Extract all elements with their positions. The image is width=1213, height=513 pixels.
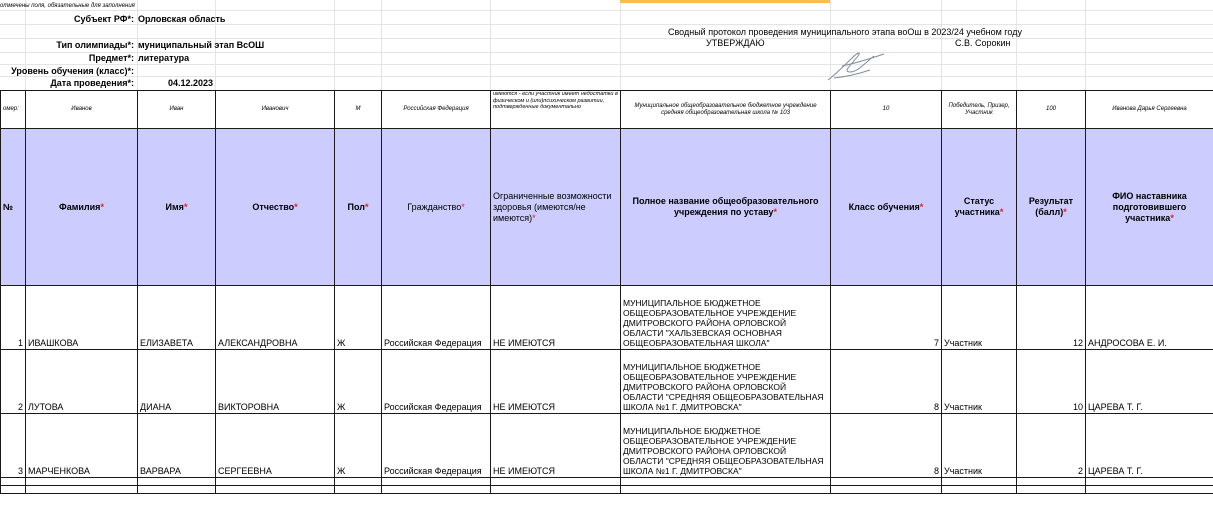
- cell-gender[interactable]: Ж: [335, 414, 382, 478]
- empty-cell[interactable]: [831, 486, 942, 494]
- required-mark: *: [1170, 212, 1174, 223]
- empty-cell[interactable]: [491, 486, 621, 494]
- empty-row: [1, 478, 1213, 486]
- example-cell[interactable]: Иванов: [26, 91, 138, 129]
- header-label: Пол: [347, 201, 365, 212]
- example-cell[interactable]: имеются - если участник имеет недостатки в физическом и (или)психическом развитии, подтвержденные документально: [491, 91, 621, 129]
- cell-patronymic[interactable]: АЛЕКСАНДРОВНА: [216, 286, 335, 350]
- cell-first-name[interactable]: ДИАНА: [138, 350, 216, 414]
- cell-disabilities[interactable]: НЕ ИМЕЮТСЯ: [491, 286, 621, 350]
- subject-name-label: Предмет*:: [88, 53, 134, 63]
- olympiad-type-label: Тип олимпиады*:: [56, 40, 134, 50]
- cell-first-name[interactable]: ВАРВАРА: [138, 414, 216, 478]
- subject-value[interactable]: Орловская область: [138, 14, 226, 24]
- empty-cell[interactable]: [1086, 486, 1213, 494]
- empty-cell[interactable]: [216, 486, 335, 494]
- header-label: Статус участника: [954, 196, 1000, 217]
- header-label: Класс обучения: [848, 201, 920, 212]
- col-header-citizenship[interactable]: [382, 129, 491, 286]
- example-row: [1, 91, 1213, 129]
- participants-table: [0, 90, 1213, 494]
- cell-result[interactable]: 10: [1017, 350, 1086, 414]
- cell-status[interactable]: Участник: [942, 286, 1017, 350]
- required-mark: *: [532, 212, 536, 223]
- date-value[interactable]: 04.12.2023: [168, 78, 214, 88]
- cell-status[interactable]: Участник: [942, 414, 1017, 478]
- required-mark: *: [100, 201, 104, 212]
- cell-number[interactable]: 3: [1, 414, 26, 478]
- grid-line: [0, 76, 1213, 77]
- approver-name: С.В. Сорокин: [955, 38, 1011, 48]
- table-row: [1, 350, 1213, 414]
- header-label: Имя: [165, 201, 184, 212]
- cell-result[interactable]: 12: [1017, 286, 1086, 350]
- cell-mentor[interactable]: АНДРОСОВА Е. И.: [1086, 286, 1213, 350]
- column-header-row: [1, 129, 1213, 286]
- cell-school[interactable]: МУНИЦИПАЛЬНОЕ БЮДЖЕТНОЕ ОБЩЕОБРАЗОВАТЕЛЬНОЕ УЧРЕЖДЕНИЕ ДМИТРОВСКОГО РАЙОНА ОРЛОВСКОЙ ОБЛАСТИ "СРЕДНЯЯ ОБЩЕОБРАЗОВАТЕЛЬНАЯ ШКОЛА №1 Г. ДМИТРОВСКА": [621, 414, 831, 478]
- empty-cell[interactable]: [1, 486, 26, 494]
- cell-grade[interactable]: 8: [831, 350, 942, 414]
- empty-cell[interactable]: [138, 478, 216, 486]
- cell-last-name[interactable]: МАРЧЕНКОВА: [26, 414, 138, 478]
- approve-label: УТВЕРЖДАЮ: [706, 38, 765, 48]
- col-header-mentor[interactable]: [1086, 129, 1213, 286]
- col-header-patronymic[interactable]: [216, 129, 335, 286]
- empty-cell[interactable]: [335, 478, 382, 486]
- subject-label: Субъект РФ*:: [74, 14, 134, 24]
- example-cell[interactable]: 10: [831, 91, 942, 129]
- cell-disabilities[interactable]: НЕ ИМЕЮТСЯ: [491, 414, 621, 478]
- example-cell[interactable]: 100: [1017, 91, 1086, 129]
- table-row: [1, 414, 1213, 478]
- cell-number[interactable]: 1: [1, 286, 26, 350]
- col-header-last-name[interactable]: [26, 129, 138, 286]
- protocol-title: Сводный протокол проведения муниципального этапа воОш в 2023/24 учебном году: [668, 27, 1022, 37]
- cell-citizenship[interactable]: Российская Федерация: [382, 350, 491, 414]
- required-mark: *: [1063, 207, 1067, 217]
- header-label: Ограниченные возможности здоровья (имеются/не имеются): [493, 190, 612, 223]
- subject-name-value[interactable]: литература: [138, 53, 190, 63]
- col-header-gender[interactable]: [335, 129, 382, 286]
- cell-patronymic[interactable]: СЕРГЕЕВНА: [216, 414, 335, 478]
- empty-cell[interactable]: [1017, 478, 1086, 486]
- required-mark: *: [773, 207, 777, 217]
- header-label: ФИО наставника подготовившего участника: [1112, 190, 1187, 223]
- cell-result[interactable]: 2: [1017, 414, 1086, 478]
- example-cell[interactable]: Иванова Дарья Сергеевна: [1086, 91, 1213, 129]
- required-mark: *: [999, 207, 1004, 217]
- cell-status[interactable]: Участник: [942, 350, 1017, 414]
- empty-cell[interactable]: [1, 478, 26, 486]
- cell-school[interactable]: МУНИЦИПАЛЬНОЕ БЮДЖЕТНОЕ ОБЩЕОБРАЗОВАТЕЛЬНОЕ УЧРЕЖДЕНИЕ ДМИТРОВСКОГО РАЙОНА ОРЛОВСКОЙ ОБЛАСТИ "СРЕДНЯЯ ОБЩЕОБРАЗОВАТЕЛЬНАЯ ШКОЛА №1 Г. ДМИТРОВСКА": [621, 350, 831, 414]
- required-mark: *: [183, 201, 188, 212]
- header-label: Результат (балл): [1028, 196, 1074, 217]
- empty-row: [1, 486, 1213, 494]
- col-header-status[interactable]: [942, 129, 1017, 286]
- cell-citizenship[interactable]: Российская Федерация: [382, 286, 491, 350]
- date-label: Дата проведения*:: [50, 78, 134, 88]
- example-cell[interactable]: М: [335, 91, 382, 129]
- empty-cell[interactable]: [335, 486, 382, 494]
- empty-cell[interactable]: [138, 486, 216, 494]
- empty-cell[interactable]: [621, 486, 831, 494]
- example-cell[interactable]: Иван: [138, 91, 216, 129]
- cell-last-name[interactable]: ИВАШКОВА: [26, 286, 138, 350]
- cell-grade[interactable]: 8: [831, 414, 942, 478]
- table-row: [1, 286, 1213, 350]
- required-fields-note: отмечены поля, обязательные для заполнения: [0, 3, 135, 9]
- level-label: Уровень обучения (класс)*:: [11, 66, 134, 76]
- col-header-number[interactable]: [1, 129, 26, 286]
- signature-image: [822, 44, 888, 84]
- example-cell[interactable]: Муниципальное общеобразовательное бюджетное учреждение средняя общеобразовательная школа № 103: [621, 91, 831, 129]
- example-cell[interactable]: омер:: [1, 91, 26, 129]
- empty-cell[interactable]: [216, 478, 335, 486]
- empty-cell[interactable]: [621, 478, 831, 486]
- header-label: Отчество: [252, 201, 295, 212]
- cell-school[interactable]: МУНИЦИПАЛЬНОЕ БЮДЖЕТНОЕ ОБЩЕОБРАЗОВАТЕЛЬНОЕ УЧРЕЖДЕНИЕ ДМИТРОВСКОГО РАЙОНА ОРЛОВСКОЙ ОБЛАСТИ "ХАЛЬЗЕВСКАЯ ОСНОВНАЯ ОБЩЕОБРАЗОВАТЕЛЬНАЯ ШКОЛА": [621, 286, 831, 350]
- header-label: Фамилия: [59, 201, 101, 212]
- col-header-result[interactable]: [1017, 129, 1086, 286]
- olympiad-type-value[interactable]: муниципальный этап ВсОШ: [138, 40, 265, 50]
- col-header-grade[interactable]: [831, 129, 942, 286]
- empty-cell[interactable]: [942, 486, 1017, 494]
- grid-line: [0, 10, 1213, 11]
- header-label: Гражданство: [407, 201, 462, 212]
- col-header-disabilities[interactable]: [491, 129, 621, 286]
- cell-gender[interactable]: Ж: [335, 350, 382, 414]
- cell-first-name[interactable]: ЕЛИЗАВЕТА: [138, 286, 216, 350]
- empty-cell[interactable]: [26, 486, 138, 494]
- grid-line: [0, 38, 1213, 39]
- cell-grade[interactable]: 7: [831, 286, 942, 350]
- cell-gender[interactable]: Ж: [335, 286, 382, 350]
- cell-mentor[interactable]: ЦАРЕВА Т. Г.: [1086, 414, 1213, 478]
- required-mark: *: [294, 201, 298, 212]
- required-mark: *: [364, 201, 369, 212]
- example-cell[interactable]: Победитель, Призер, Участник: [942, 91, 1017, 129]
- empty-cell[interactable]: [942, 478, 1017, 486]
- empty-cell[interactable]: [382, 478, 491, 486]
- empty-cell[interactable]: [491, 478, 621, 486]
- header-label: №: [3, 201, 14, 212]
- cell-citizenship[interactable]: Российская Федерация: [382, 414, 491, 478]
- cell-disabilities[interactable]: НЕ ИМЕЮТСЯ: [491, 350, 621, 414]
- empty-cell[interactable]: [831, 478, 942, 486]
- col-header-school[interactable]: [621, 129, 831, 286]
- cell-number[interactable]: 2: [1, 350, 26, 414]
- empty-cell[interactable]: [382, 486, 491, 494]
- grid-line: [0, 64, 1213, 65]
- example-cell[interactable]: Российская Федерация: [382, 91, 491, 129]
- cell-last-name[interactable]: ЛУТОВА: [26, 350, 138, 414]
- cell-patronymic[interactable]: ВИКТОРОВНА: [216, 350, 335, 414]
- example-cell[interactable]: Иванович: [216, 91, 335, 129]
- header-label: Полное название общеобразовательного учреждения по уставу: [632, 196, 819, 217]
- empty-cell[interactable]: [1017, 486, 1086, 494]
- col-header-first-name[interactable]: [138, 129, 216, 286]
- selected-cell-indicator[interactable]: [620, 0, 830, 3]
- required-mark: *: [919, 201, 924, 212]
- required-mark: *: [461, 201, 465, 212]
- empty-cell[interactable]: [26, 478, 138, 486]
- cell-mentor[interactable]: ЦАРЕВА Т. Г.: [1086, 350, 1213, 414]
- empty-cell[interactable]: [1086, 478, 1213, 486]
